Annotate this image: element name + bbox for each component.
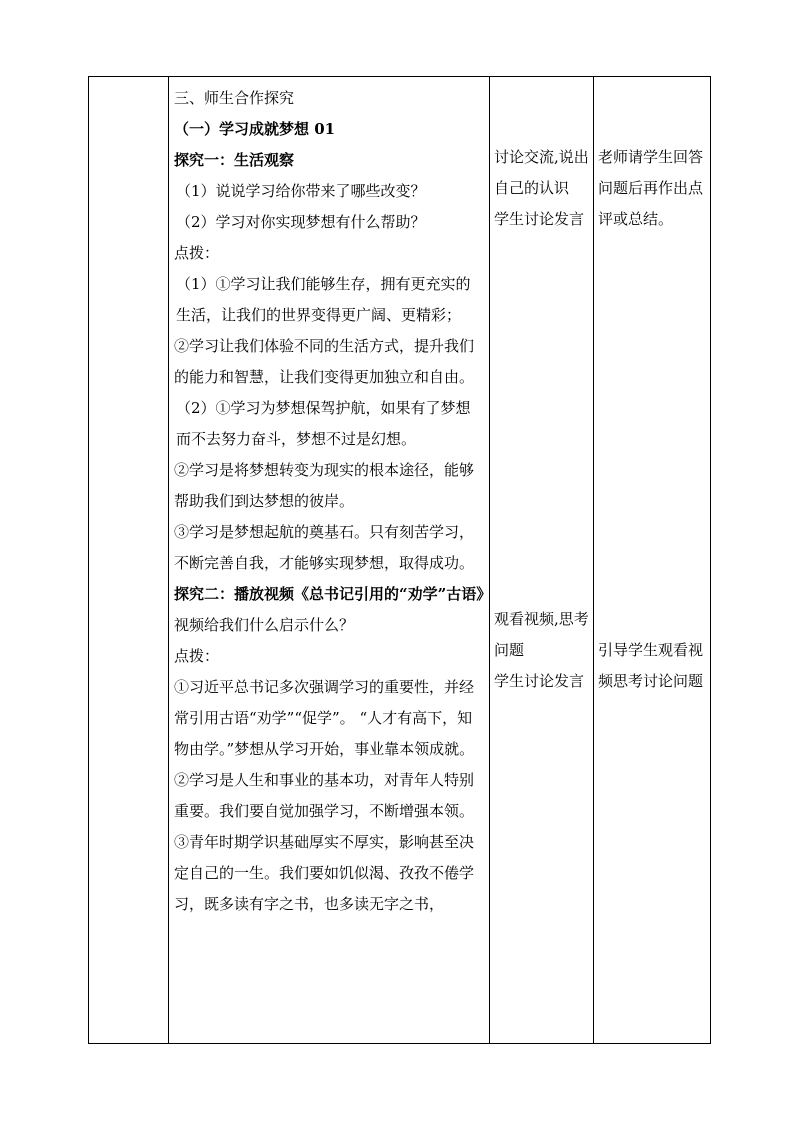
inquiry1-question: （1）说说学习给你带来了哪些改变？ (176, 182, 426, 200)
teacher-activity-cell (594, 77, 711, 1044)
inquiry1-point: ②学习让我们体验不同的生活方式，提升我们的能力和智慧，让我们变得更加独立和自由。 (174, 337, 475, 386)
inquiry2-hint-label: 点拨： (174, 647, 220, 665)
subsection-title: （一）学习成就梦想 01 (174, 120, 336, 138)
student-activity-cell (490, 77, 594, 1044)
section-title: 三、师生合作探究 (174, 89, 295, 107)
lesson-table (88, 76, 711, 1044)
inquiry1-title: 探究一：生活观察 (174, 151, 295, 169)
inquiry1-student-activity: 学生讨论发言 (494, 210, 585, 228)
inquiry2-teacher-activity: 引导学生观看视频思考讨论问题 (598, 641, 704, 690)
inquiry1-point: ③学习是梦想起航的奠基石。只有刻苦学习，不断完善自我，才能够实现梦想，取得成功。 (174, 523, 475, 572)
empty-column-cell (89, 77, 169, 1044)
inquiry2-title: 探究二：播放视频《总书记引用的“劝学”古语》 (174, 585, 492, 603)
inquiry2-point: ③青年时期学识基础厚实不厚实，影响甚至决定自己的一生。我们要如饥似渴、孜孜不倦学习，既多读有字之书，也多读无字之书， (174, 833, 475, 913)
inquiry1-point: （1）①学习让我们能够生存，拥有更充实的生活，让我们的世界变得更广阔、更精彩； (176, 275, 471, 324)
inquiry1-question: （2）学习对你实现梦想有什么帮助？ (176, 213, 426, 231)
table-row (89, 77, 711, 1044)
inquiry1-point: ②学习是将梦想转变为现实的根本途径，能够帮助我们到达梦想的彼岸。 (174, 461, 475, 510)
inquiry1-point: （2）①学习为梦想保驾护航，如果有了梦想而不去努力奋斗，梦想不过是幻想。 (176, 399, 471, 448)
inquiry1-hint-label: 点拨： (174, 244, 220, 262)
inquiry2-point: ②学习是人生和事业的基本功，对青年人特别重要。我们要自觉加强学习，不断增强本领。 (174, 771, 475, 820)
content-cell (169, 77, 490, 1044)
inquiry2-point: ①习近平总书记多次强调学习的重要性，并经常引用古语“劝学”“促学”。 “人才有高下，知物由学。”梦想从学习开始，事业靠本领成就。 (174, 678, 475, 758)
inquiry2-student-activity: 学生讨论发言 (494, 672, 585, 690)
inquiry1-student-activity: 讨论交流,说出自己的认识 (494, 148, 589, 197)
inquiry2-question: 视频给我们什么启示什么？ (174, 616, 355, 634)
inquiry2-student-activity: 观看视频,思考问题 (494, 610, 589, 659)
inquiry1-teacher-activity: 老师请学生回答问题后再作出点评或总结。 (598, 148, 704, 228)
